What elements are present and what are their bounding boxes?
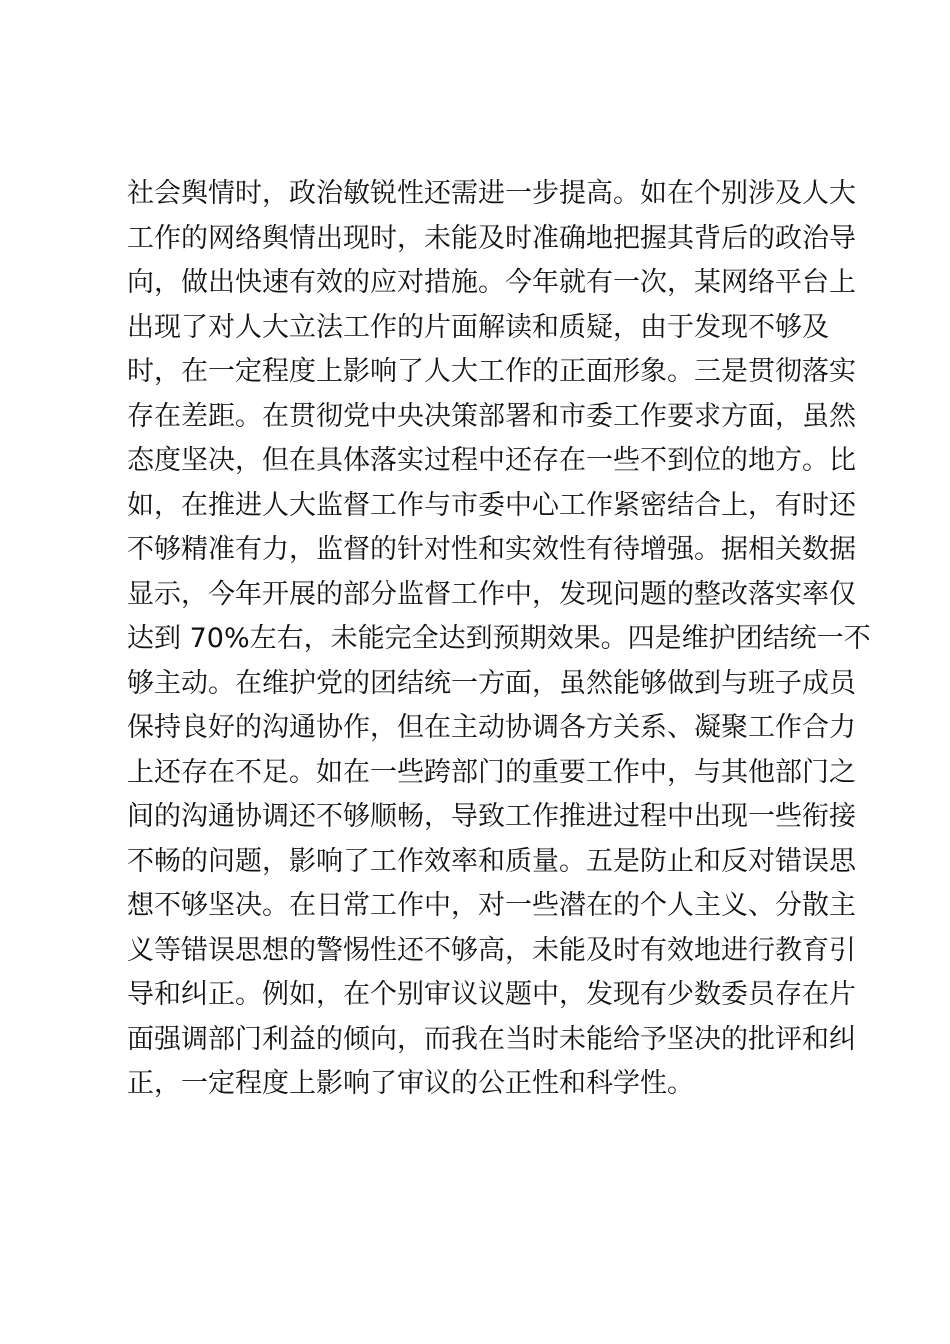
- body-paragraph: [127, 172, 871, 1107]
- text-line: 向，做出快速有效的应对措施。今年就有一次，某网络平台上: [127, 267, 856, 298]
- text-line: 社会舆情时，政治敏锐性还需进一步提高。如在个别涉及人大: [127, 178, 856, 209]
- text-line: 义等错误思想的警惕性还不够高，未能及时有效地进行教育引: [127, 934, 856, 966]
- text-line: 时，在一定程度上影响了人大工作的正面形象。三是贯彻落实: [127, 356, 856, 387]
- text-line: 保持良好的沟通协作，但在主动协调各方关系、凝聚工作合力: [127, 712, 856, 743]
- text-line: 导和纠正。例如，在个别审议议题中，发现有少数委员存在片: [127, 979, 856, 1010]
- text-line: 显示，今年开展的部分监督工作中，发现问题的整改落实率仅: [127, 578, 856, 610]
- text-line: 正，一定程度上影响了审议的公正性和科学性。: [127, 1068, 694, 1099]
- text-line: 态度坚决，但在具体落实过程中还存在一些不到位的地方。比: [127, 445, 856, 476]
- text-line: 够主动。在维护党的团结统一方面，虽然能够做到与班子成员: [127, 667, 856, 699]
- text-line: 面强调部门利益的倾向，而我在当时未能给予坚决的批评和纠: [127, 1023, 856, 1055]
- text-line: 上还存在不足。如在一些跨部门的重要工作中，与其他部门之: [127, 756, 856, 788]
- text-line: 如，在推进人大监督工作与市委中心工作紧密结合上，有时还: [127, 489, 856, 521]
- text-line: 出现了对人大立法工作的片面解读和质疑，由于发现不够及: [127, 311, 829, 343]
- text-line: 达到 70%左右，未能完全达到预期效果。四是维护团结统一不: [127, 623, 871, 654]
- text-line: 存在差距。在贯彻党中央决策部署和市委工作要求方面，虽然: [127, 400, 856, 432]
- text-line: 工作的网络舆情出现时，未能及时准确地把握其背后的政治导: [127, 222, 856, 254]
- text-line: 不畅的问题，影响了工作效率和质量。五是防止和反对错误思: [127, 845, 856, 877]
- text-line: 间的沟通协调还不够顺畅，导致工作推进过程中出现一些衔接: [127, 801, 856, 832]
- text-line: 不够精准有力，监督的针对性和实效性有待增强。据相关数据: [127, 534, 856, 565]
- text-line: 想不够坚决。在日常工作中，对一些潜在的个人主义、分散主: [127, 890, 856, 921]
